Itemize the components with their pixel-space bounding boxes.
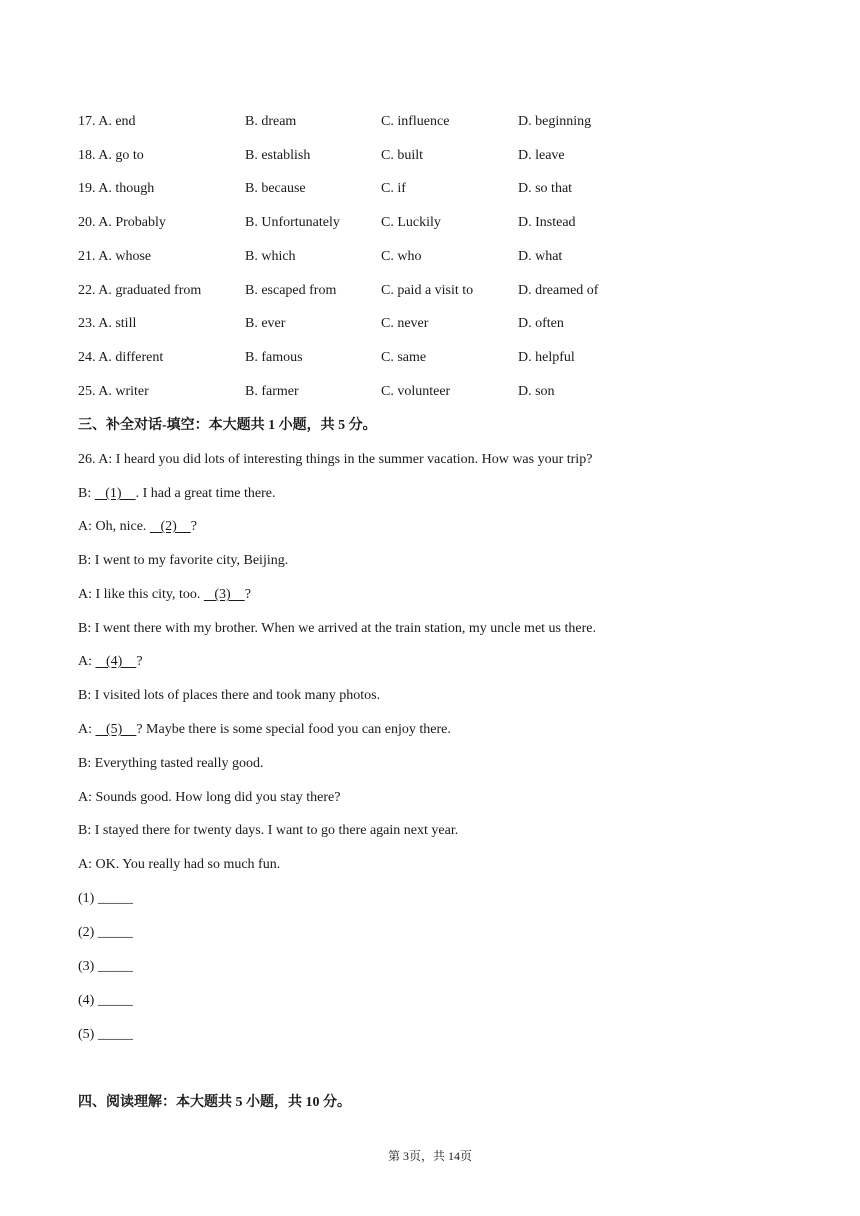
option-d: D. Instead <box>518 215 576 230</box>
page-total: 14 <box>448 1149 460 1163</box>
option-d: D. dreamed of <box>518 283 599 298</box>
option-b: B. because <box>245 181 306 196</box>
option-b: B. establish <box>245 148 311 163</box>
option-d: D. what <box>518 249 563 264</box>
option-a: 20. A. Probably <box>78 215 166 230</box>
option-a: 25. A. writer <box>78 384 149 399</box>
dialogue-line: B: (1) . I had a great time there. <box>78 486 276 501</box>
option-a: 18. A. go to <box>78 148 144 163</box>
dialogue-line: A: I like this city, too. (3) ? <box>78 587 251 602</box>
option-c: C. never <box>381 316 429 331</box>
option-d: D. often <box>518 316 564 331</box>
option-c: C. if <box>381 181 406 196</box>
blank-2: (2) <box>149 519 191 534</box>
option-c: C. built <box>381 148 424 163</box>
blank-5: (5) <box>95 722 137 737</box>
blank-1: (1) <box>94 486 136 501</box>
dialogue-line: B: I stayed there for twenty days. I want to go there again next year. <box>78 823 459 838</box>
option-b: B. ever <box>245 316 286 331</box>
option-c: C. who <box>381 249 422 264</box>
answer-blank-2[interactable]: (2) _____ <box>78 925 133 940</box>
option-a: 23. A. still <box>78 316 137 331</box>
dialogue-line: B: I visited lots of places there and took many photos. <box>78 688 381 703</box>
answer-blank-1[interactable]: (1) _____ <box>78 891 133 906</box>
option-b: B. famous <box>245 350 303 365</box>
blank-3: (3) <box>203 587 245 602</box>
dialogue-line: A: Sounds good. How long did you stay there? <box>78 790 341 805</box>
answer-blank-3[interactable]: (3) _____ <box>78 959 133 974</box>
option-b: B. Unfortunately <box>245 215 340 230</box>
option-c: C. paid a visit to <box>381 283 474 298</box>
option-b: B. dream <box>245 114 297 129</box>
option-c: C. Luckily <box>381 215 441 230</box>
option-c: C. influence <box>381 114 450 129</box>
dialogue-line: A: Oh, nice. (2) ? <box>78 519 197 534</box>
dialogue-line: B: I went there with my brother. When we arrived at the train station, my uncle met us there. <box>78 621 596 636</box>
section-heading-dialogue: 三、补全对话-填空：本大题共 1 小题，共 5 分。 <box>78 418 377 433</box>
section-heading-reading: 四、阅读理解：本大题共 5 小题，共 10 分。 <box>78 1095 351 1110</box>
dialogue-line: A: OK. You really had so much fun. <box>78 857 281 872</box>
option-b: B. farmer <box>245 384 299 399</box>
dialogue-line: A: (4) ? <box>78 654 143 669</box>
dialogue-line: B: Everything tasted really good. <box>78 756 264 771</box>
question-26: 26. A: I heard you did lots of interesting things in the summer vacation. How was your trip? <box>78 452 593 467</box>
option-c: C. same <box>381 350 427 365</box>
option-d: D. helpful <box>518 350 575 365</box>
dialogue-line: A: (5) ? Maybe there is some special food you can enjoy there. <box>78 722 451 737</box>
option-a: 22. A. graduated from <box>78 283 202 298</box>
option-a: 19. A. though <box>78 181 155 196</box>
option-d: D. son <box>518 384 555 399</box>
option-d: D. leave <box>518 148 565 163</box>
option-c: C. volunteer <box>381 384 451 399</box>
option-a: 21. A. whose <box>78 249 152 264</box>
option-a: 17. A. end <box>78 114 136 129</box>
page-footer: 第 3页，共 14页 <box>387 1149 473 1163</box>
blank-4: (4) <box>95 654 137 669</box>
page-number: 3 <box>402 1149 409 1163</box>
answer-blank-5[interactable]: (5) _____ <box>78 1027 133 1042</box>
dialogue-line: B: I went to my favorite city, Beijing. <box>78 553 289 568</box>
option-d: D. beginning <box>518 114 592 129</box>
option-a: 24. A. different <box>78 350 164 365</box>
option-b: B. escaped from <box>245 283 337 298</box>
answer-blank-4[interactable]: (4) _____ <box>78 993 133 1008</box>
option-d: D. so that <box>518 181 573 196</box>
option-b: B. which <box>245 249 296 264</box>
